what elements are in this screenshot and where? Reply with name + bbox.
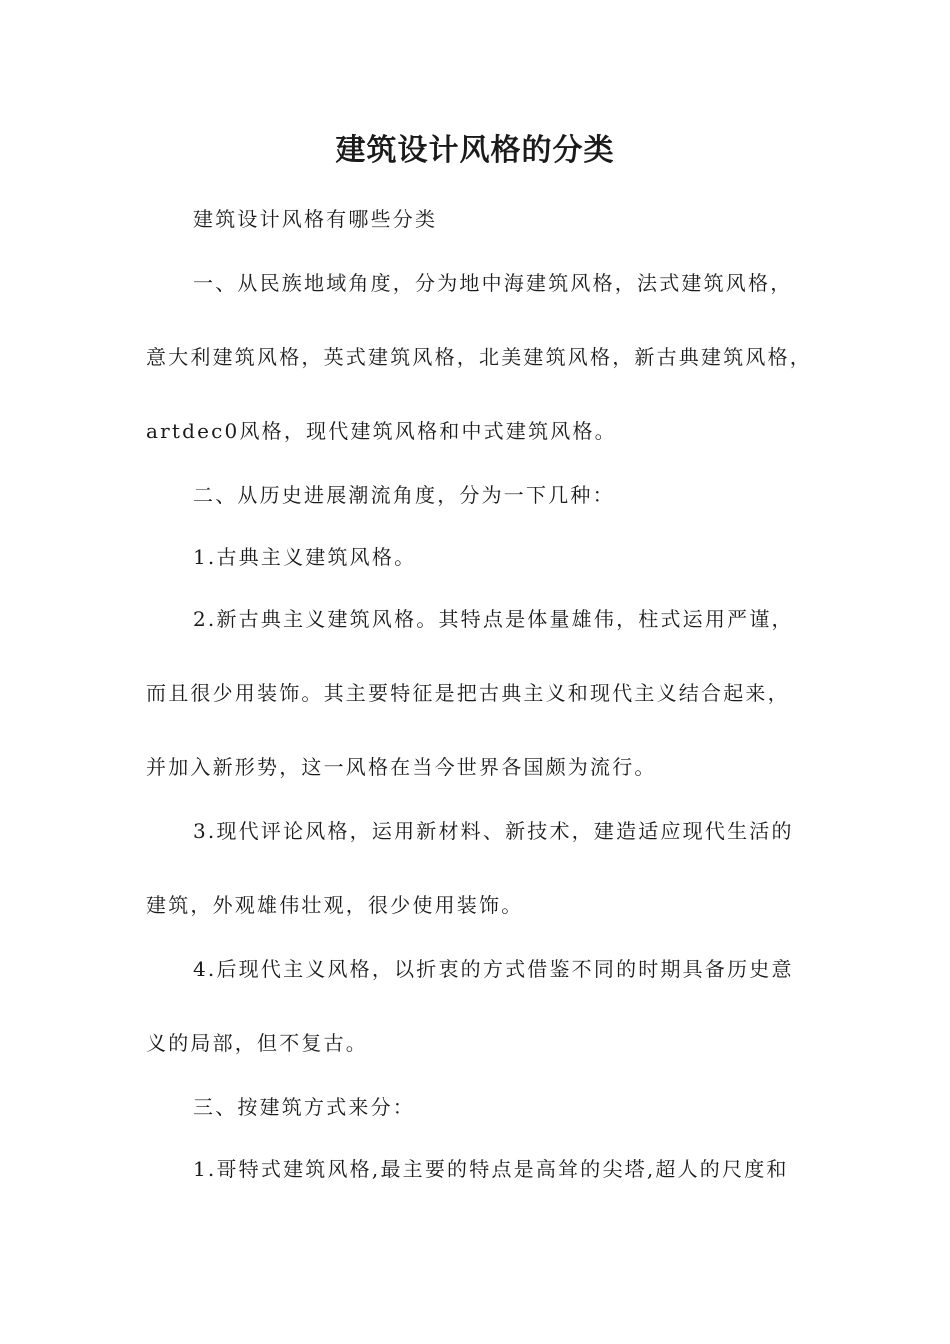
paragraph-line: 三、按建筑方式来分：	[193, 1095, 415, 1119]
paragraph-line: 3.现代评论风格，运用新材料、新技术，建造适应现代生活的	[193, 819, 794, 843]
paragraph-line: 1.古典主义建筑风格。	[193, 545, 417, 569]
paragraph-line: 意大利建筑风格，英式建筑风格，北美建筑风格，新古典建筑风格，	[146, 345, 812, 369]
paragraph-line: artdec0风格，现代建筑风格和中式建筑风格。	[146, 419, 617, 443]
paragraph-line: 并加入新形势，这一风格在当今世界各国颇为流行。	[146, 755, 657, 779]
paragraph-line: 2.新古典主义建筑风格。其特点是体量雄伟，柱式运用严谨，	[193, 607, 794, 631]
paragraph-line: 建筑，外观雄伟壮观，很少使用装饰。	[146, 893, 524, 917]
paragraph-line: 一、从民族地域角度，分为地中海建筑风格，法式建筑风格，	[193, 271, 793, 295]
paragraph-line: 二、从历史进展潮流角度，分为一下几种：	[193, 483, 615, 507]
paragraph-line: 建筑设计风格有哪些分类	[193, 207, 438, 231]
paragraph-line: 而且很少用装饰。其主要特征是把古典主义和现代主义结合起来，	[146, 681, 790, 705]
paragraph-line: 义的局部，但不复古。	[146, 1031, 368, 1055]
paragraph-line: 4.后现代主义风格，以折衷的方式借鉴不同的时期具备历史意	[193, 957, 794, 981]
paragraph-line: 1.哥特式建筑风格,最主要的特点是高耸的尖塔,超人的尺度和	[193, 1157, 789, 1181]
document-title: 建筑设计风格的分类	[335, 133, 615, 168]
